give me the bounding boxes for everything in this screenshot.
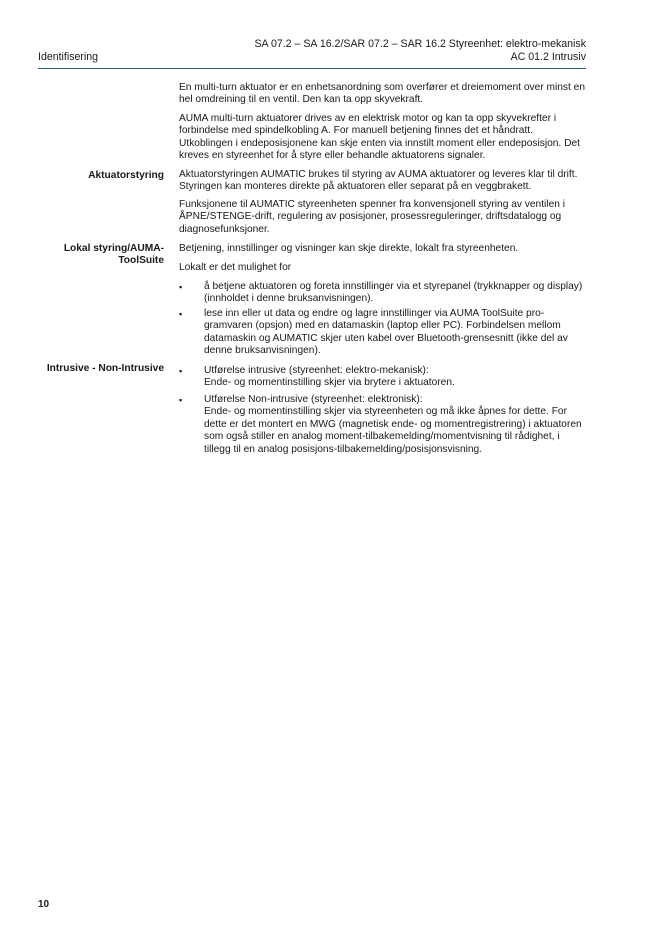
list-item — [179, 365, 589, 390]
bullet-icon: ▪ — [179, 309, 183, 319]
list-item — [179, 281, 589, 306]
list-item — [179, 308, 589, 358]
list-item-text: Ende- og momentinstilling skjer via brytere i aktuatoren. — [204, 377, 455, 389]
header-divider — [38, 68, 586, 69]
aktuatorstyring-paragraph-2: Funksjonene til AUMATIC styreenheten spenner fra konvensjonell styring av ventilen i ÅPNE/STENGE-drift, regulering av posisjoner, prosessreguleringer, driftsdatalogg og diagnosefunksjoner. — [179, 199, 565, 235]
lokal-paragraph-2: Lokalt er det mulighet for — [179, 262, 292, 273]
list-item — [179, 394, 589, 456]
list-item-text: lese inn eller ut data og endre og lagre innstillinger via AUMA ToolSuite pro-gramvaren (opsjon) med en datamaskin (laptop eller PC). Forbindelsen mellom datamaskin og AUMATIC skjer uten kabel over Bluetooth-grensesnitt (ikke del av denne bruksanvisningen). — [204, 308, 568, 357]
bullet-icon: ▪ — [179, 282, 183, 292]
label-lokal-styring — [30, 243, 164, 268]
bullet-icon: ▪ — [179, 366, 183, 376]
section-name: Identifisering — [38, 51, 99, 63]
aktuatorstyring-paragraph-1: Aktuatorstyringen AUMATIC brukes til styring av AUMA aktuatorer og leveres klar til drift. Styringen kan monteres direkte på aktuatoren eller separat på en veggbrakett. — [179, 169, 578, 193]
list-item-text: å betjene aktuatoren og foreta innstillinger via et styrepanel (trykknapper og display) (innholdet i denne bruksanvisningen). — [204, 281, 583, 305]
label-aktuatorstyring: Aktuatorstyring — [88, 170, 164, 181]
label-line-1: Lokal styring/AUMA- — [63, 243, 164, 254]
page-number: 10 — [38, 899, 50, 910]
intro-paragraph-1: En multi-turn aktuator er en enhetsanordning som overfører et dreiemoment over minst en hel omdreining til en ventil. Den kan ta opp skyvekraft. — [179, 82, 585, 106]
label-line-2: ToolSuite — [118, 255, 164, 267]
label-intrusive: Intrusive - Non-Intrusive — [46, 363, 164, 374]
list-item-heading: Utførelse Non-intrusive (styreenhet: elektronisk): — [204, 394, 423, 405]
list-item-text: Ende- og momentinstilling skjer via styreenheten og må ikke åpnes for dette. For dette er det montert en MWG (magnetisk ende- og momentregistrering) i aktuatoren som også stiller en analog moment-tilbakemelding/momentvisning til rådighet, i tillegg til en analog posisjons-tilbakemelding/posisjonsvisning. — [204, 406, 582, 455]
intro-paragraph-2: AUMA multi-turn aktuatorer drives av en elektrisk motor og kan ta opp skyvekrefter i forbindelse med spindelkobling A. For manuell betjening finnes det et håndratt. Utkoblingen i endeposisjonene kan skje enten via innstilt moment eller endeposisjon. Det kreves en styreenhet for å styre eller behandle aktuatorens signaler. — [179, 113, 580, 162]
document-title — [254, 38, 586, 64]
title-line-1: SA 07.2 – SA 16.2/SAR 07.2 – SAR 16.2 Styreenhet: elektro-mekanisk — [254, 38, 586, 50]
list-item-heading: Utførelse intrusive (styreenhet: elektro-mekanisk): — [204, 365, 429, 376]
bullet-icon: ▪ — [179, 395, 183, 405]
title-line-2: AC 01.2 Intrusiv — [510, 51, 586, 63]
lokal-paragraph-1: Betjening, innstillinger og visninger kan skje direkte, lokalt fra styreenheten. — [179, 243, 519, 254]
